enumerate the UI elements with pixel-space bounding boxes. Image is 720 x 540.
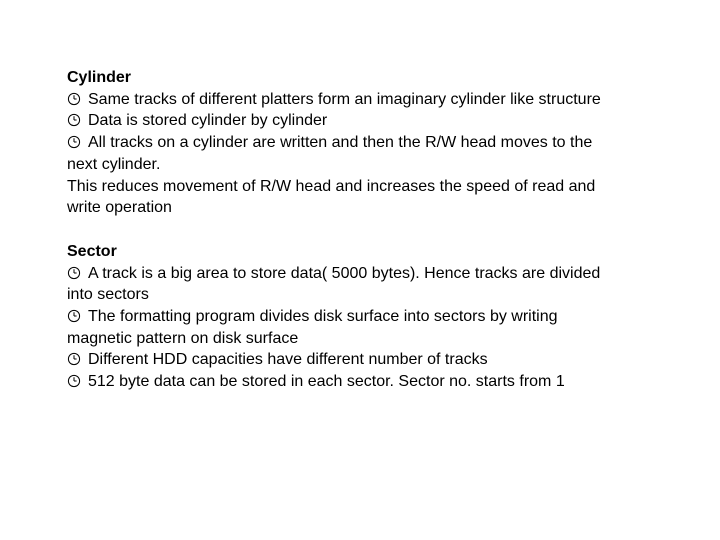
cylinder-note-line: This reduces movement of R/W head and increases the speed of read and bbox=[67, 177, 596, 195]
sector-heading: Sector bbox=[67, 242, 117, 260]
cylinder-note-line: write operation bbox=[67, 199, 172, 217]
sector-bullet-text: 512 byte data can be stored in each sector. Sector no. starts from 1 bbox=[88, 373, 565, 391]
cylinder-bullet bbox=[67, 89, 677, 111]
clock-icon bbox=[67, 309, 81, 323]
cylinder-continuation: next cylinder. bbox=[67, 155, 161, 173]
cylinder-bullet bbox=[67, 132, 677, 154]
sector-bullet bbox=[67, 371, 677, 393]
slide-content bbox=[67, 67, 677, 393]
cylinder-bullet-text: Same tracks of different platters form an imaginary cylinder like structure bbox=[88, 90, 601, 108]
sector-bullet-text: The formatting program divides disk surface into sectors by writing bbox=[88, 308, 558, 326]
sector-bullet-continuation: into sectors bbox=[67, 286, 149, 304]
sector-bullet bbox=[67, 263, 677, 285]
cylinder-bullet-text: All tracks on a cylinder are written and then the R/W head moves to the bbox=[88, 134, 593, 152]
cylinder-bullet-text: Data is stored cylinder by cylinder bbox=[88, 112, 328, 130]
clock-icon bbox=[67, 352, 81, 366]
section-gap bbox=[67, 219, 677, 241]
cylinder-heading: Cylinder bbox=[67, 69, 132, 86]
sector-bullet bbox=[67, 306, 677, 328]
sector-bullet bbox=[67, 349, 677, 371]
clock-icon bbox=[67, 92, 81, 106]
cylinder-bullet bbox=[67, 110, 677, 132]
sector-bullet-text: Different HDD capacities have different number of tracks bbox=[88, 351, 488, 369]
clock-icon bbox=[67, 135, 81, 149]
sector-bullet-continuation: magnetic pattern on disk surface bbox=[67, 329, 299, 347]
clock-icon bbox=[67, 374, 81, 388]
clock-icon bbox=[67, 266, 81, 280]
clock-icon bbox=[67, 113, 81, 127]
sector-bullet-text: A track is a big area to store data( 5000 bytes). Hence tracks are divided bbox=[88, 264, 601, 282]
